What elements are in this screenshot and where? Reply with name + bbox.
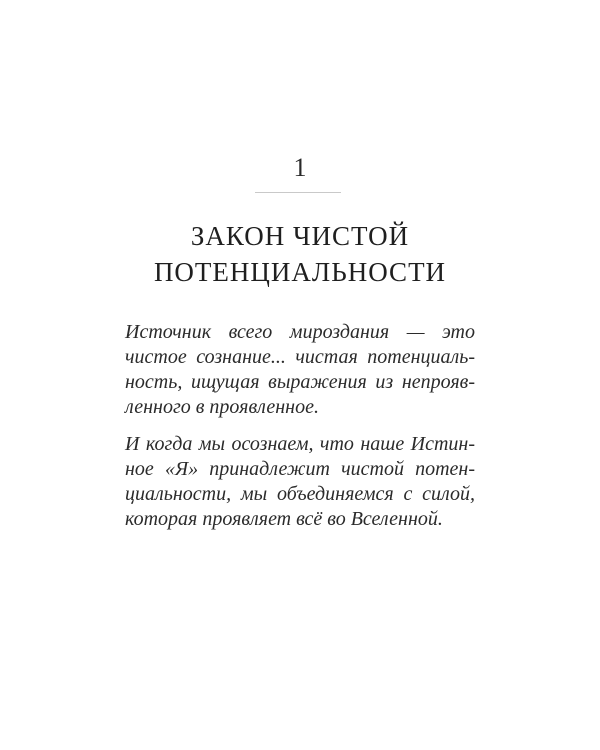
paragraph-line: которая проявляет всё во Вселенной. bbox=[125, 508, 443, 530]
epigraph-paragraph bbox=[125, 432, 475, 532]
paragraph-line: ность, ищущая выражения из непрояв- bbox=[125, 371, 475, 393]
chapter-divider bbox=[255, 192, 341, 193]
chapter-title bbox=[0, 218, 600, 290]
chapter-title-line: ЗАКОН ЧИСТОЙ bbox=[190, 221, 410, 251]
chapter-title-line: ПОТЕНЦИАЛЬНОСТИ bbox=[153, 257, 447, 287]
paragraph-line: Источник всего мироздания — это bbox=[125, 321, 475, 343]
paragraph-line: чистое сознание... чистая потенциаль- bbox=[125, 346, 475, 368]
paragraph-line: И когда мы осознаем, что наше Истин- bbox=[125, 433, 475, 455]
paragraph-line: ленного в проявленное. bbox=[125, 396, 319, 418]
paragraph-line: ное «Я» принадлежит чистой потен- bbox=[125, 458, 475, 480]
paragraph-line: циальности, мы объединяемся с силой, bbox=[125, 483, 475, 505]
epigraph-paragraph bbox=[125, 320, 475, 420]
chapter-number: 1 bbox=[293, 153, 307, 182]
